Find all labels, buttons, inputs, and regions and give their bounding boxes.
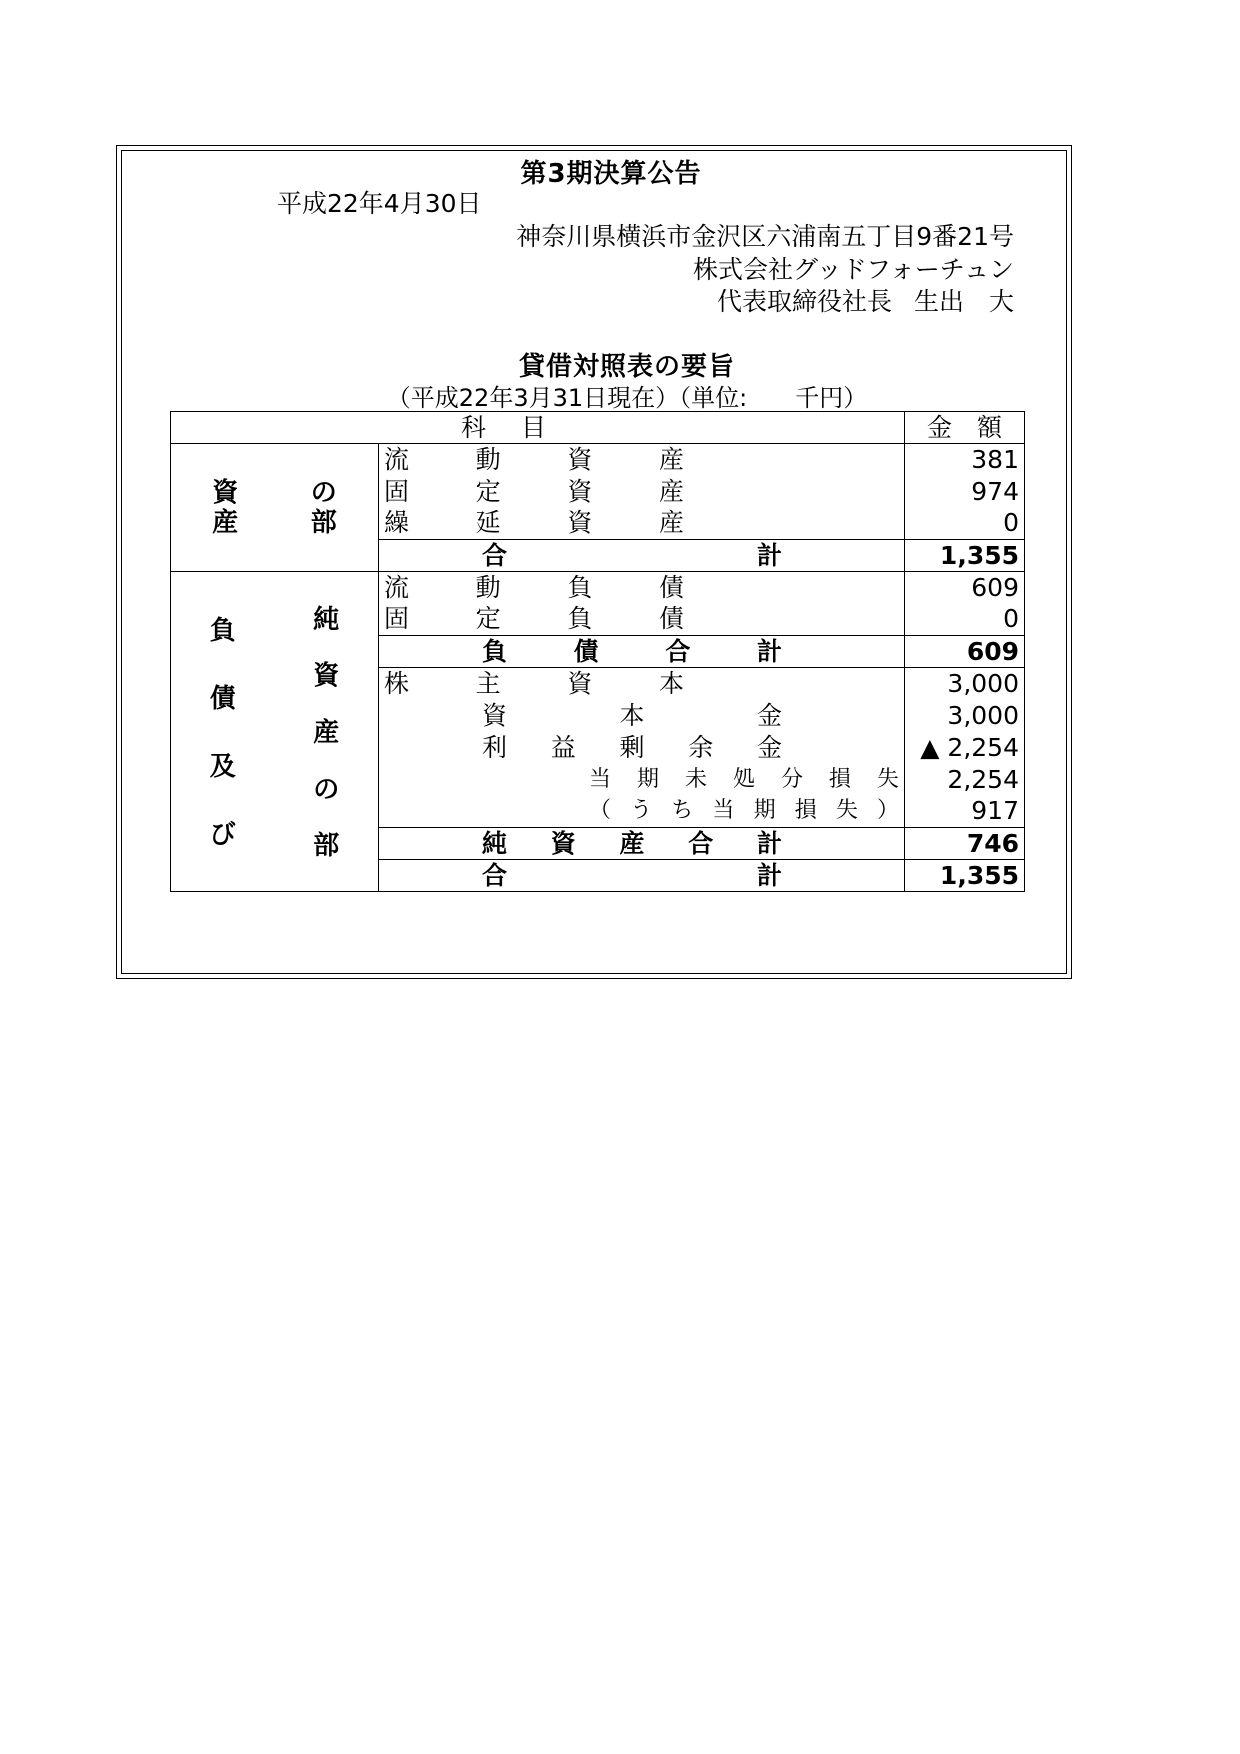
equity-total-amount: 746 [905,828,1025,860]
label-char: 益 [550,732,576,762]
label-char: 産 [619,828,645,858]
grand-total-label [379,860,905,892]
label-char: 固 [384,476,410,506]
asset-item-label [379,444,905,476]
assets-section-label [171,444,379,572]
label-char: 合 [482,860,508,890]
header-item-cell [171,412,905,444]
label-char: 株 [384,668,410,698]
liability-item-label [379,572,905,604]
liability-item-amount: 609 [905,572,1025,604]
label-char: 産 [658,476,684,506]
label-char: 分 [780,766,803,792]
label-char: 期 [753,798,776,824]
label-char: 資 [567,668,593,698]
section-char: 債 [209,684,236,714]
section-char: 部 [313,831,340,862]
equity-item-amount: 917 [905,796,1025,828]
equity-item-label [379,700,905,732]
label-char: 利 [482,732,508,762]
label-char: 計 [756,860,782,890]
label-char: 定 [475,476,501,506]
label-char: 資 [482,700,508,730]
equity-total-label [379,828,905,860]
label-char: 繰 [384,508,410,538]
label-char: 計 [756,540,782,570]
label-char: 損 [828,766,851,792]
liabilities-total-label [379,636,905,668]
equity-item-label [379,764,905,796]
section-char: 部 [310,507,337,538]
section-char: の [313,774,340,805]
representative-title: 代表取締役社長 [716,287,892,316]
label-char: 本 [619,700,645,730]
label-char: ち [671,798,694,824]
notice-title: 第3期決算公告 [520,159,702,189]
balance-sheet-as-of: （平成22年3月31日現在）（単位: 千円） [386,384,868,412]
assets-total-label [379,540,905,572]
label-char: 資 [550,828,576,858]
label-char: （ [589,798,612,824]
equity-item-label [379,796,905,828]
equity-item-amount: 2,254 [905,764,1025,796]
label-char: ） [876,798,899,824]
assets-total-amount: 1,355 [905,540,1025,572]
label-char: 動 [475,572,501,602]
label-char: 負 [567,572,593,602]
company-address: 神奈川県横浜市金沢区六浦南五丁目9番21号 [516,222,1014,251]
label-char: 金 [756,700,782,730]
label-char: 期 [636,766,659,792]
label-char: 合 [688,828,714,858]
label-char: 純 [482,828,508,858]
label-char: 剰 [619,732,645,762]
label-char: 固 [384,604,410,634]
label-char: 損 [794,798,817,824]
section-char: 資 [313,661,340,692]
equity-item-amount: ▲ 2,254 [905,732,1025,764]
label-char: 産 [658,508,684,538]
label-char: う [630,798,653,824]
label-char: 当 [589,766,612,792]
label-char: 流 [384,572,410,602]
table-header-row [171,412,1025,444]
section-char: び [209,820,236,850]
notice-frame [116,145,1072,979]
equity-item-label [379,732,905,764]
label-char: 処 [732,766,755,792]
balance-sheet-table [170,411,1025,892]
notice-date: 平成22年4月30日 [277,189,482,218]
label-char: 主 [475,668,501,698]
representative [717,282,1014,318]
section-char: 産 [212,507,239,538]
label-char: 債 [573,636,599,666]
label-char: 負 [567,604,593,634]
label-char: 失 [835,798,858,824]
section-char: の [310,477,337,508]
label-char: 流 [384,444,410,474]
section-char: 資 [212,477,239,508]
liability-item-label [379,604,905,636]
header-amount-cell: 金 額 [905,412,1025,444]
company-name: 株式会社グッドフォーチュン [692,255,1014,284]
label-char: 動 [475,444,501,474]
representative-name: 生出 大 [913,287,1014,316]
asset-item-amount: 974 [905,476,1025,508]
label-char: 資 [567,476,593,506]
asset-item-label [379,508,905,540]
label-char: 債 [658,604,684,634]
label-char: 合 [665,636,691,666]
asset-item-label [379,476,905,508]
label-char: 余 [688,732,714,762]
label-char: 当 [712,798,735,824]
equity-item-label [379,668,905,700]
label-char: 計 [756,636,782,666]
liabilities-equity-section-label [171,572,379,892]
label-char: 未 [684,766,707,792]
label-char: 金 [756,732,782,762]
label-char: 産 [658,444,684,474]
section-char: 純 [313,604,340,635]
label-char: 負 [482,636,508,666]
equity-item-amount: 3,000 [905,700,1025,732]
label-char: 資 [567,508,593,538]
equity-item-amount: 3,000 [905,668,1025,700]
asset-item-amount: 0 [905,508,1025,540]
section-char: 産 [313,717,340,748]
header-item-char: 目 [521,412,547,442]
label-char: 合 [482,540,508,570]
balance-sheet-title: 貸借対照表の要旨 [518,352,735,382]
label-char: 債 [658,572,684,602]
header-item-char: 科 [461,412,487,442]
section-char: 負 [209,616,236,646]
section-char: 及 [209,752,236,782]
label-char: 資 [567,444,593,474]
table-row [171,444,1025,476]
label-char: 失 [876,766,899,792]
table-row [171,572,1025,604]
label-char: 定 [475,604,501,634]
grand-total-amount: 1,355 [905,860,1025,892]
liabilities-total-amount: 609 [905,636,1025,668]
label-char: 計 [756,828,782,858]
label-char: 本 [658,668,684,698]
asset-item-amount: 381 [905,444,1025,476]
label-char: 延 [475,508,501,538]
liability-item-amount: 0 [905,604,1025,636]
